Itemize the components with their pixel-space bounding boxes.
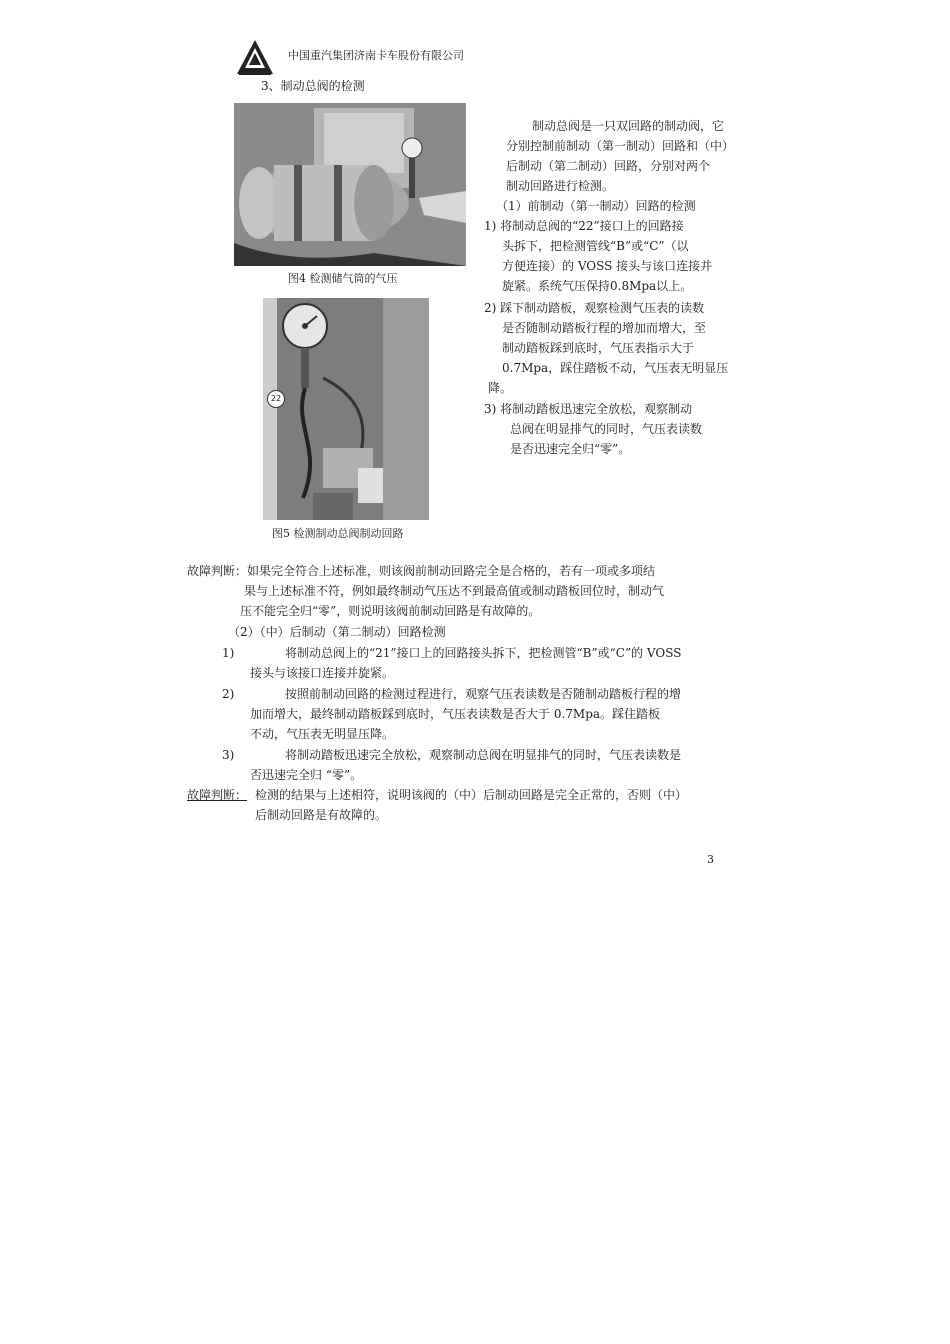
step2-line-4: 0.7Mpa，踩住踏板不动，气压表无明显压 <box>502 361 729 375</box>
figure-5-caption: 图5 检测制动总阀制动回路 <box>272 527 404 540</box>
s2-line-2: 加而增大，最终制动踏板踩到底时，气压表读数是否大于 0.7Mpa。踩住踏板 <box>250 707 661 721</box>
fault1-line-2: 果与上述标准不符，例如最终制动气压达不到最高值或制动踏板回位时，制动气 <box>244 584 665 598</box>
sub1-title: （1）前制动（第一制动）回路的检测 <box>496 199 696 213</box>
page-number: 3 <box>707 853 714 866</box>
company-name: 中国重汽集团济南卡车股份有限公司 <box>288 49 464 62</box>
sub2-title: （2）（中）后制动（第二制动）回路检测 <box>228 625 446 639</box>
figure-4-photo <box>234 103 466 266</box>
fault2-line-1: 检测的结果与上述相符，说明该阀的（中）后制动回路是完全正常的，否则（中） <box>255 788 688 802</box>
intro-line-3: 后制动（第二制动）回路，分别对两个 <box>506 159 711 173</box>
figure-5-photo <box>263 298 429 520</box>
port-22-label: 22 <box>267 390 285 408</box>
s3-number: 3) <box>222 748 235 762</box>
step2-line-5: 降。 <box>488 381 513 395</box>
step3-line-1: 3) 将制动踏板迅速完全放松，观察制动 <box>484 402 693 416</box>
step1-line-3: 方便连接）的 VOSS 接头与该口连接并 <box>502 259 713 273</box>
step2-line-3: 制动踏板踩到底时，气压表指示大于 <box>502 341 695 355</box>
fault2-label: 故障判断： <box>187 788 248 802</box>
s2-number: 2) <box>222 687 235 701</box>
step1-line-2: 头拆下，把检测管线“B”或“C”（以 <box>502 239 689 253</box>
figure-4-caption: 图4 检测储气筒的气压 <box>288 272 398 285</box>
air-tank-illustration <box>234 103 466 266</box>
fault1-line-1: 故障判断：如果完全符合上述标准，则该阀前制动回路完全是合格的，若有一项或多项结 <box>187 564 656 578</box>
fault2-line-2: 后制动回路是有故障的。 <box>255 808 388 822</box>
step1-line-1: 1) 将制动总阀的“22”接口上的回路接 <box>484 219 684 233</box>
s1-line-2: 接头与该接口连接并旋紧。 <box>250 666 395 680</box>
s2-line-3: 不动，气压表无明显压降。 <box>250 727 395 741</box>
s2-line-1: 按照前制动回路的检测过程进行，观察气压表读数是否随制动踏板行程的增 <box>285 687 682 701</box>
s1-line-1: 将制动总阀上的“21”接口上的回路接头拆下，把检测管“B”或“C”的 VOSS <box>285 646 682 660</box>
brake-valve-illustration <box>263 298 429 520</box>
intro-line-1: 制动总阀是一只双回路的制动阀，它 <box>532 119 725 133</box>
step2-line-1: 2) 踩下制动踏板，观察检测气压表的读数 <box>484 301 705 315</box>
intro-line-4: 制动回路进行检测。 <box>506 179 615 193</box>
step2-line-2: 是否随制动踏板行程的增加而增大，至 <box>502 321 707 335</box>
step3-line-3: 是否迅速完全归“零”。 <box>510 442 631 456</box>
fault1-line-3: 压不能完全归“零”，则说明该阀前制动回路是有故障的。 <box>240 604 541 618</box>
section-title: 3、制动总阀的检测 <box>261 79 365 93</box>
s3-line-2: 否迅速完全归 “零”。 <box>250 768 363 782</box>
company-logo <box>235 38 275 78</box>
intro-line-2: 分别控制前制动（第一制动）回路和（中） <box>506 139 735 153</box>
step3-line-2: 总阀在明显排气的同时，气压表读数 <box>510 422 703 436</box>
s1-number: 1) <box>222 646 235 660</box>
s3-line-1: 将制动踏板迅速完全放松，观察制动总阀在明显排气的同时，气压表读数是 <box>285 748 682 762</box>
step1-line-4: 旋紧。系统气压保持0.8Mpa以上。 <box>502 279 693 293</box>
